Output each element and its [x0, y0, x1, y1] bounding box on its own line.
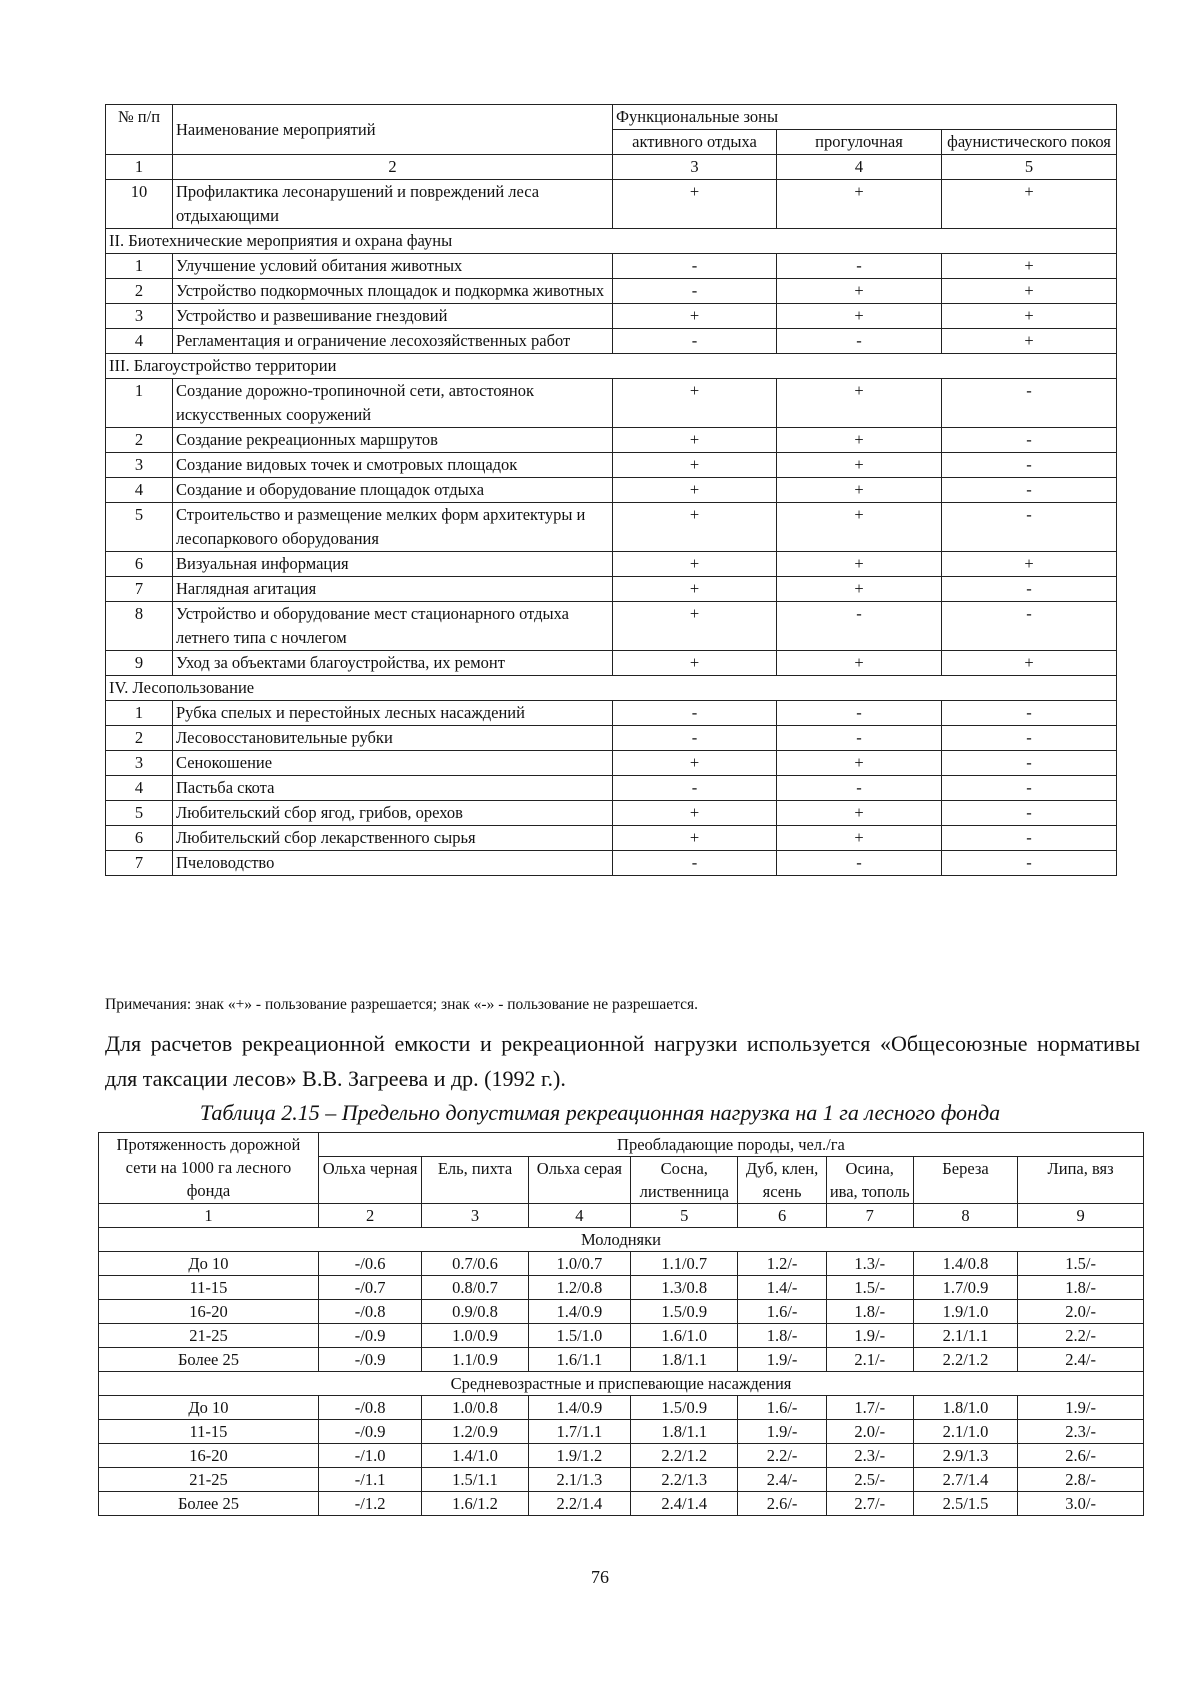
zone-active-value: + [613, 180, 777, 229]
table-row [106, 254, 1117, 279]
table-row [106, 552, 1117, 577]
load-value: 2.7/1.4 [913, 1468, 1017, 1492]
table-row [99, 1324, 1144, 1348]
header-zone-walk: прогулочная [777, 130, 942, 155]
row-number: 7 [106, 851, 173, 876]
row-number: 3 [106, 304, 173, 329]
zone-active-value: + [613, 478, 777, 503]
road-length-value: 16-20 [99, 1300, 319, 1324]
zone-active-value: - [613, 279, 777, 304]
measure-name: Лесовосстановительные рубки [173, 726, 613, 751]
zone-fauna-value: + [942, 651, 1117, 676]
load-value: 1.9/- [738, 1420, 826, 1444]
species-header: Липа, вяз [1018, 1157, 1144, 1204]
zone-walk-value: + [777, 453, 942, 478]
column-number-row [99, 1204, 1144, 1228]
table-row [99, 1492, 1144, 1516]
load-value: 2.1/1.3 [528, 1468, 630, 1492]
zone-fauna-value: - [942, 453, 1117, 478]
load-value: 1.7/- [826, 1396, 913, 1420]
load-value: 1.4/1.0 [422, 1444, 528, 1468]
row-number: 9 [106, 651, 173, 676]
zone-walk-value: - [777, 602, 942, 651]
measure-name: Профилактика лесонарушений и повреждений леса отдыхающими [173, 180, 613, 229]
row-number: 4 [106, 329, 173, 354]
load-value: 1.1/0.9 [422, 1348, 528, 1372]
group-title: Средневозрастные и приспевающие насаждения [99, 1372, 1144, 1396]
zone-active-value: + [613, 453, 777, 478]
load-value: 2.2/- [1018, 1324, 1144, 1348]
zone-fauna-value: - [942, 776, 1117, 801]
measure-name: Визуальная информация [173, 552, 613, 577]
row-number: 5 [106, 503, 173, 552]
zone-walk-value: + [777, 478, 942, 503]
zone-walk-value: - [777, 851, 942, 876]
zone-active-value: + [613, 801, 777, 826]
zone-active-value: + [613, 826, 777, 851]
load-value: 1.7/0.9 [913, 1276, 1017, 1300]
load-value: 1.7/1.1 [528, 1420, 630, 1444]
section-row [106, 229, 1117, 254]
column-number: 3 [422, 1204, 528, 1228]
table-caption: Таблица 2.15 – Предельно допустимая рекреационная нагрузка на 1 га лесного фонда [199, 1100, 1001, 1125]
measure-name: Регламентация и ограничение лесохозяйственных работ [173, 329, 613, 354]
zone-fauna-value: + [942, 180, 1117, 229]
recreation-load-header [99, 1133, 1144, 1228]
load-value: 2.3/- [826, 1444, 913, 1468]
zone-active-value: - [613, 726, 777, 751]
measure-name: Любительский сбор ягод, грибов, орехов [173, 801, 613, 826]
load-value: 2.6/- [1018, 1444, 1144, 1468]
road-length-value: Более 25 [99, 1492, 319, 1516]
row-number: 4 [106, 478, 173, 503]
load-value: 0.8/0.7 [422, 1276, 528, 1300]
load-value: 2.9/1.3 [913, 1444, 1017, 1468]
column-number: 8 [913, 1204, 1017, 1228]
table-row [106, 180, 1117, 229]
load-value: 1.6/- [738, 1300, 826, 1324]
zone-active-value: + [613, 552, 777, 577]
load-value: 1.1/0.7 [631, 1252, 738, 1276]
species-header: Осина, ива, тополь [826, 1157, 913, 1204]
measure-name: Создание рекреационных маршрутов [173, 428, 613, 453]
zone-fauna-value: - [942, 801, 1117, 826]
load-value: 1.5/- [1018, 1252, 1144, 1276]
road-length-value: 16-20 [99, 1444, 319, 1468]
row-number: 1 [106, 701, 173, 726]
load-value: 1.2/- [738, 1252, 826, 1276]
species-header: Дуб, клен, ясень [738, 1157, 826, 1204]
load-value: 1.8/1.1 [631, 1420, 738, 1444]
measure-name: Устройство и развешивание гнездовий [173, 304, 613, 329]
column-number: 4 [777, 155, 942, 180]
load-value: 1.6/- [738, 1396, 826, 1420]
table-row [99, 1396, 1144, 1420]
measure-name: Создание и оборудование площадок отдыха [173, 478, 613, 503]
load-value: 2.1/- [826, 1348, 913, 1372]
species-header: Ель, пихта [422, 1157, 528, 1204]
road-length-value: До 10 [99, 1252, 319, 1276]
section-title: III. Благоустройство территории [106, 354, 1117, 379]
zone-walk-value: + [777, 751, 942, 776]
zone-fauna-value: - [942, 602, 1117, 651]
zone-active-value: + [613, 379, 777, 428]
row-number: 5 [106, 801, 173, 826]
measure-name: Строительство и размещение мелких форм архитектуры и лесопаркового оборудования [173, 503, 613, 552]
zone-walk-value: + [777, 826, 942, 851]
load-value: -/0.9 [318, 1420, 421, 1444]
load-value: 1.5/0.9 [631, 1300, 738, 1324]
row-number: 4 [106, 776, 173, 801]
load-value: 1.5/- [826, 1276, 913, 1300]
load-value: 2.6/- [738, 1492, 826, 1516]
table-row [106, 329, 1117, 354]
species-header: Сосна, лиственница [631, 1157, 738, 1204]
table-row [106, 453, 1117, 478]
species-header: Ольха черная [318, 1157, 421, 1204]
load-value: 1.4/0.9 [528, 1300, 630, 1324]
table-row [106, 503, 1117, 552]
zone-fauna-value: + [942, 552, 1117, 577]
load-value: 1.9/- [826, 1324, 913, 1348]
table-row [99, 1276, 1144, 1300]
section-title: II. Биотехнические мероприятия и охрана фауны [106, 229, 1117, 254]
column-number: 4 [528, 1204, 630, 1228]
table-row [106, 577, 1117, 602]
row-number: 10 [106, 180, 173, 229]
load-value: 1.9/1.0 [913, 1300, 1017, 1324]
measure-name: Устройство подкормочных площадок и подкормка животных [173, 279, 613, 304]
header-num: № п/п [106, 105, 173, 155]
table-row [106, 826, 1117, 851]
table-row [106, 279, 1117, 304]
table-row [99, 1420, 1144, 1444]
zone-walk-value: + [777, 552, 942, 577]
road-length-value: Более 25 [99, 1348, 319, 1372]
table-row [106, 801, 1117, 826]
column-number: 1 [106, 155, 173, 180]
table-row [106, 851, 1117, 876]
load-value: 1.4/0.9 [528, 1396, 630, 1420]
zone-fauna-value: + [942, 254, 1117, 279]
zone-active-value: - [613, 701, 777, 726]
column-number: 5 [942, 155, 1117, 180]
load-value: 1.4/- [738, 1276, 826, 1300]
measure-name: Сенокошение [173, 751, 613, 776]
zone-active-value: + [613, 602, 777, 651]
zone-walk-value: + [777, 503, 942, 552]
zone-walk-value: + [777, 304, 942, 329]
table-row [106, 726, 1117, 751]
load-value: 2.4/1.4 [631, 1492, 738, 1516]
measure-name: Наглядная агитация [173, 577, 613, 602]
zone-active-value: + [613, 651, 777, 676]
load-value: -/0.9 [318, 1348, 421, 1372]
load-value: 1.0/0.9 [422, 1324, 528, 1348]
zone-walk-value: + [777, 180, 942, 229]
table-row [106, 651, 1117, 676]
zone-fauna-value: - [942, 478, 1117, 503]
load-value: 2.7/- [826, 1492, 913, 1516]
table-row [106, 478, 1117, 503]
measures-table [105, 104, 1117, 876]
column-number: 2 [318, 1204, 421, 1228]
load-value: 2.2/1.3 [631, 1468, 738, 1492]
measure-name: Уход за объектами благоустройства, их ремонт [173, 651, 613, 676]
load-value: -/0.8 [318, 1396, 421, 1420]
load-value: -/0.6 [318, 1252, 421, 1276]
section-row [106, 354, 1117, 379]
zone-active-value: - [613, 851, 777, 876]
measure-name: Устройство и оборудование мест стационарного отдыха летнего типа с ночлегом [173, 602, 613, 651]
zone-fauna-value: - [942, 503, 1117, 552]
section-row [106, 676, 1117, 701]
load-value: -/1.1 [318, 1468, 421, 1492]
zone-active-value: + [613, 751, 777, 776]
header-zone-active: активного отдыха [613, 130, 777, 155]
zone-walk-value: - [777, 254, 942, 279]
zone-walk-value: - [777, 329, 942, 354]
zone-active-value: - [613, 254, 777, 279]
group-row [99, 1372, 1144, 1396]
load-value: 1.6/1.1 [528, 1348, 630, 1372]
load-value: 2.2/1.4 [528, 1492, 630, 1516]
page-number: 76 [591, 1567, 609, 1587]
measure-name: Создание видовых точек и смотровых площадок [173, 453, 613, 478]
header-zone-fauna: фаунистического покоя [942, 130, 1117, 155]
species-header: Ольха серая [528, 1157, 630, 1204]
column-number: 1 [99, 1204, 319, 1228]
load-value: 2.5/- [826, 1468, 913, 1492]
row-number: 2 [106, 279, 173, 304]
table-row [106, 428, 1117, 453]
load-value: 1.0/0.7 [528, 1252, 630, 1276]
column-number: 3 [613, 155, 777, 180]
column-number-row [106, 155, 1117, 180]
zone-fauna-value: - [942, 851, 1117, 876]
row-number: 2 [106, 726, 173, 751]
row-number: 1 [106, 254, 173, 279]
load-value: -/1.0 [318, 1444, 421, 1468]
column-number: 2 [173, 155, 613, 180]
load-value: 1.9/1.2 [528, 1444, 630, 1468]
zone-fauna-value: - [942, 428, 1117, 453]
load-value: 2.8/- [1018, 1468, 1144, 1492]
load-value: -/0.9 [318, 1324, 421, 1348]
measure-name: Рубка спелых и перестойных лесных насаждений [173, 701, 613, 726]
measures-table-body [106, 180, 1117, 876]
zone-active-value: - [613, 329, 777, 354]
table-row [99, 1300, 1144, 1324]
header-road-length: Протяженность дорожной сети на 1000 га лесного фонда [99, 1133, 319, 1204]
load-value: 2.0/- [826, 1420, 913, 1444]
row-number: 6 [106, 826, 173, 851]
load-value: 2.5/1.5 [913, 1492, 1017, 1516]
load-value: 2.2/1.2 [913, 1348, 1017, 1372]
row-number: 3 [106, 453, 173, 478]
column-number: 6 [738, 1204, 826, 1228]
column-number: 7 [826, 1204, 913, 1228]
zone-walk-value: + [777, 577, 942, 602]
header-name: Наименование мероприятий [173, 105, 613, 155]
load-value: 2.2/- [738, 1444, 826, 1468]
zone-walk-value: + [777, 428, 942, 453]
load-value: 1.2/0.8 [528, 1276, 630, 1300]
zone-active-value: + [613, 577, 777, 602]
load-value: 1.0/0.8 [422, 1396, 528, 1420]
zone-fauna-value: - [942, 826, 1117, 851]
zone-fauna-value: - [942, 751, 1117, 776]
load-value: 1.8/1.0 [913, 1396, 1017, 1420]
load-value: 1.2/0.9 [422, 1420, 528, 1444]
load-value: 2.3/- [1018, 1420, 1144, 1444]
load-value: 2.1/1.1 [913, 1324, 1017, 1348]
table-row [99, 1252, 1144, 1276]
table-row [106, 701, 1117, 726]
zone-fauna-value: - [942, 701, 1117, 726]
table-row [99, 1348, 1144, 1372]
table-row [106, 379, 1117, 428]
load-value: 1.6/1.0 [631, 1324, 738, 1348]
zone-walk-value: + [777, 379, 942, 428]
zone-active-value: + [613, 503, 777, 552]
load-value: 2.0/- [1018, 1300, 1144, 1324]
table-row [99, 1444, 1144, 1468]
load-value: 1.8/- [1018, 1276, 1144, 1300]
row-number: 8 [106, 602, 173, 651]
row-number: 2 [106, 428, 173, 453]
zone-active-value: - [613, 776, 777, 801]
load-value: 1.3/0.8 [631, 1276, 738, 1300]
load-value: 1.5/0.9 [631, 1396, 738, 1420]
load-value: 1.4/0.8 [913, 1252, 1017, 1276]
zone-active-value: + [613, 304, 777, 329]
load-value: 2.4/- [1018, 1348, 1144, 1372]
measure-name: Улучшение условий обитания животных [173, 254, 613, 279]
zone-fauna-value: + [942, 304, 1117, 329]
zone-fauna-value: - [942, 379, 1117, 428]
zone-walk-value: - [777, 701, 942, 726]
species-header: Береза [913, 1157, 1017, 1204]
load-value: 1.3/- [826, 1252, 913, 1276]
table-row [106, 602, 1117, 651]
recreation-load-body [99, 1228, 1144, 1516]
header-zones: Функциональные зоны [613, 105, 1117, 130]
road-length-value: 11-15 [99, 1420, 319, 1444]
row-number: 1 [106, 379, 173, 428]
zone-fauna-value: - [942, 577, 1117, 602]
zone-active-value: + [613, 428, 777, 453]
load-value: 1.6/1.2 [422, 1492, 528, 1516]
zone-walk-value: + [777, 279, 942, 304]
zone-walk-value: + [777, 651, 942, 676]
road-length-value: До 10 [99, 1396, 319, 1420]
table-row [106, 776, 1117, 801]
load-value: -/0.8 [318, 1300, 421, 1324]
recreation-load-table [98, 1132, 1144, 1516]
load-value: 2.2/1.2 [631, 1444, 738, 1468]
table-row [99, 1468, 1144, 1492]
load-value: 1.9/- [1018, 1396, 1144, 1420]
zone-walk-value: - [777, 776, 942, 801]
zone-fauna-value: - [942, 726, 1117, 751]
measure-name: Пастьба скота [173, 776, 613, 801]
section-title: IV. Лесопользование [106, 676, 1117, 701]
header-species-title: Преобладающие породы, чел./га [318, 1133, 1143, 1157]
row-number: 3 [106, 751, 173, 776]
body-paragraph: Для расчетов рекреационной емкости и рекреационной нагрузки используется «Общесоюзные нормативы для таксации лесов» В.В. Загреева и др. (1992 г.). [105, 1031, 1140, 1091]
measure-name: Пчеловодство [173, 851, 613, 876]
zone-walk-value: - [777, 726, 942, 751]
measures-table-header [106, 105, 1117, 180]
group-row [99, 1228, 1144, 1252]
load-value: 2.1/1.0 [913, 1420, 1017, 1444]
load-value: -/1.2 [318, 1492, 421, 1516]
zone-fauna-value: + [942, 279, 1117, 304]
row-number: 7 [106, 577, 173, 602]
zone-walk-value: + [777, 801, 942, 826]
road-length-value: 21-25 [99, 1468, 319, 1492]
load-value: 1.8/- [826, 1300, 913, 1324]
load-value: 1.9/- [738, 1348, 826, 1372]
column-number: 5 [631, 1204, 738, 1228]
load-value: 1.8/- [738, 1324, 826, 1348]
measure-name: Создание дорожно-тропиночной сети, автостоянок искусственных сооружений [173, 379, 613, 428]
load-value: -/0.7 [318, 1276, 421, 1300]
table-row [106, 304, 1117, 329]
table-row [106, 751, 1117, 776]
road-length-value: 11-15 [99, 1276, 319, 1300]
load-value: 3.0/- [1018, 1492, 1144, 1516]
load-value: 0.7/0.6 [422, 1252, 528, 1276]
row-number: 6 [106, 552, 173, 577]
measure-name: Любительский сбор лекарственного сырья [173, 826, 613, 851]
load-value: 1.5/1.0 [528, 1324, 630, 1348]
zone-fauna-value: + [942, 329, 1117, 354]
load-value: 1.8/1.1 [631, 1348, 738, 1372]
column-number: 9 [1018, 1204, 1144, 1228]
table-note: Примечания: знак «+» - пользование разрешается; знак «-» - пользование не разрешается. [105, 996, 698, 1013]
road-length-value: 21-25 [99, 1324, 319, 1348]
load-value: 2.4/- [738, 1468, 826, 1492]
load-value: 0.9/0.8 [422, 1300, 528, 1324]
group-title: Молодняки [99, 1228, 1144, 1252]
load-value: 1.5/1.1 [422, 1468, 528, 1492]
